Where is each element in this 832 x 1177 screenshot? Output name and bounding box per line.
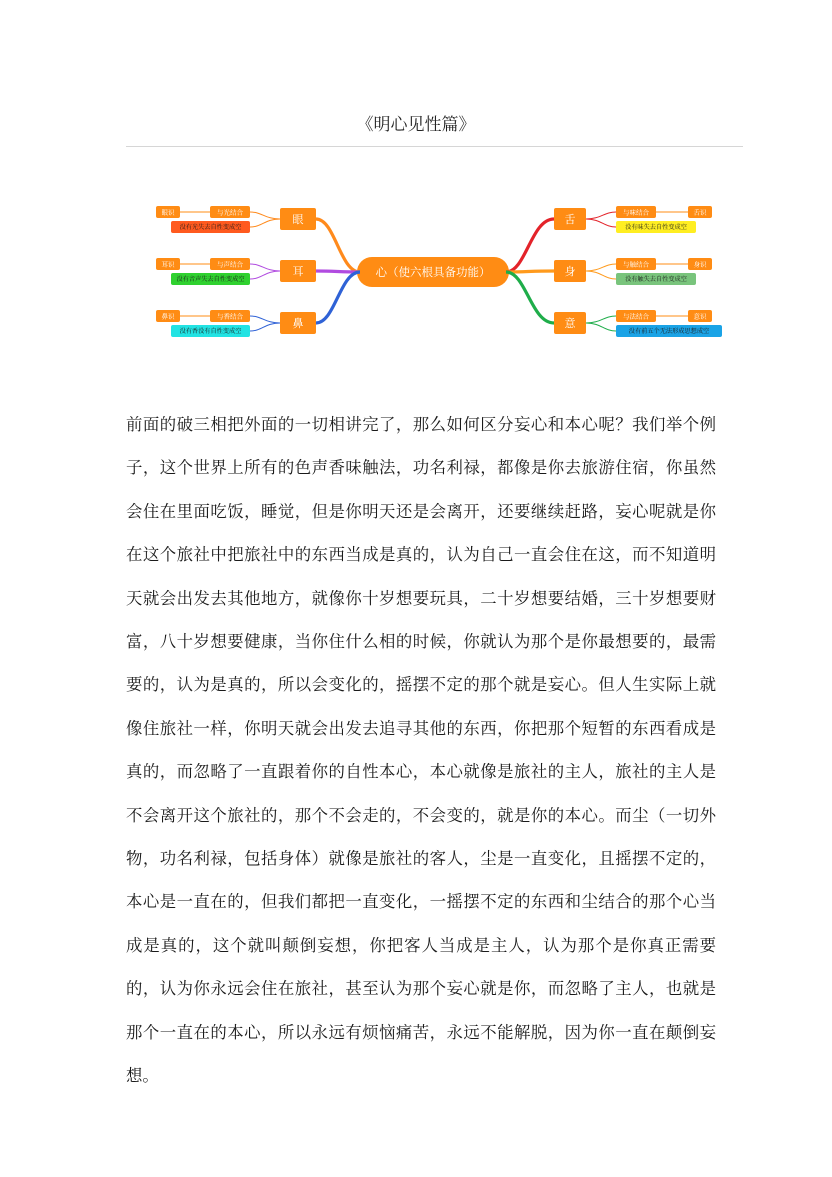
consciousness-node-label: 眼识	[161, 208, 175, 217]
sub-connector	[250, 264, 280, 271]
consciousness-node	[688, 206, 712, 218]
sub-connector	[586, 271, 616, 279]
note-node	[171, 273, 250, 285]
root-node	[280, 260, 316, 282]
sub-connector	[586, 323, 616, 331]
root-node-label: 眼	[292, 212, 304, 226]
note-node-label: 没有触失去自性变成空	[625, 276, 687, 284]
branch-line	[316, 272, 360, 323]
combine-node	[616, 310, 656, 322]
branch-line	[316, 219, 360, 272]
note-node-label: 没有音声失去自性变成空	[176, 276, 245, 284]
note-node	[616, 325, 722, 337]
note-node-label: 没有香没有自性变成空	[179, 328, 242, 336]
sub-connector	[586, 316, 616, 323]
branch-line	[506, 271, 554, 272]
root-node	[280, 208, 316, 230]
sub-connector	[250, 271, 280, 279]
root-node-label: 鼻	[292, 316, 304, 330]
combine-node	[616, 258, 656, 270]
consciousness-node-label: 意识	[693, 312, 707, 321]
sub-connector	[586, 212, 616, 219]
sub-connector	[250, 212, 280, 219]
consciousness-node-label: 耳识	[161, 260, 175, 269]
consciousness-node	[156, 310, 180, 322]
combine-node-label: 与声结合	[217, 260, 243, 269]
branch-line	[316, 271, 360, 272]
note-node-label: 没有味失去自性变成空	[625, 224, 687, 232]
combine-node	[210, 310, 250, 322]
sub-connector	[250, 316, 280, 323]
combine-node	[616, 206, 656, 218]
center-label: 心（使六根具备功能）	[375, 265, 491, 279]
note-node-label: 没有光失去自性变成空	[179, 224, 242, 232]
combine-node	[210, 206, 250, 218]
root-node	[554, 312, 586, 334]
consciousness-node	[156, 206, 180, 218]
mind-map	[0, 195, 832, 355]
consciousness-node-label: 舌识	[693, 208, 707, 217]
mind-map-center	[357, 257, 509, 287]
combine-node-label: 与香结合	[217, 312, 243, 321]
note-node	[171, 221, 250, 233]
consciousness-node	[688, 258, 712, 270]
title-divider	[126, 146, 743, 147]
combine-node	[210, 258, 250, 270]
root-node-label: 舌	[564, 212, 576, 226]
sub-connector	[586, 219, 616, 227]
consciousness-node-label: 鼻识	[161, 312, 175, 321]
combine-node-label: 与法结合	[623, 312, 649, 321]
page-title: 《明心见性篇》	[356, 115, 476, 135]
combine-node-label: 与味结合	[623, 208, 649, 217]
note-node-label: 没有前五个无法形成思想成空	[628, 328, 710, 336]
note-node	[616, 273, 696, 285]
root-node	[554, 260, 586, 282]
branch-line	[506, 272, 554, 323]
consciousness-node-label: 身识	[693, 260, 707, 269]
root-node-label: 耳	[292, 264, 304, 278]
root-node	[280, 312, 316, 334]
root-node	[554, 208, 586, 230]
root-node-label: 身	[564, 264, 576, 278]
sub-connector	[250, 323, 280, 331]
consciousness-node	[688, 310, 712, 322]
combine-node-label: 与触结合	[623, 260, 649, 269]
branch-line	[506, 219, 554, 272]
note-node	[616, 221, 696, 233]
consciousness-node	[156, 258, 180, 270]
sub-connector	[586, 264, 616, 271]
body-paragraph: 前面的破三相把外面的一切相讲完了，那么如何区分妄心和本心呢？我们举个例子，这个世界上所有的色声香味触法，功名利禄，都像是你去旅游住宿，你虽然会住在里面吃饭，睡觉，但是你明天还是会离开，还要继续赶路，妄心呢就是你在这个旅社中把旅社中的东西当成是真的，认为自己一直会住在这，而不知道明天就会出发去其他地方，就像你十岁想要玩具，二十岁想要结婚，三十岁想要财富，八十岁想要健康，当你住什么相的时候，你就认为那个是你最想要的，最需要的，认为是真的，所以会变化的，摇摆不定的那个就是妄心。但人生实际上就像住旅社一样，你明天就会出发去追寻其他的东西，你把那个短暂的东西看成是真的，而忽略了一直跟着你的自性本心，本心就像是旅社的主人，旅社的主人是不会离开这个旅社的，那个不会走的，不会变的，就是你的本心。而尘（一切外物，功名利禄，包括身体）就像是旅社的客人，尘是一直变化，且摇摆不定的，本心是一直在的，但我们都把一直变化，一摇摆不定的东西和尘结合的那个心当成是真的，这个就叫颠倒妄想，你把客人当成是主人，认为那个是你真正需要的，认为你永远会住在旅社，甚至认为那个妄心就是你，而忽略了主人，也就是那个一直在的本心，所以永远有烦恼痛苦，永远不能解脱，因为你一直在颠倒妄想。	[126, 415, 716, 1086]
note-node	[171, 325, 250, 337]
sub-connector	[250, 219, 280, 227]
combine-node-label: 与光结合	[217, 208, 243, 217]
root-node-label: 意	[564, 316, 576, 330]
